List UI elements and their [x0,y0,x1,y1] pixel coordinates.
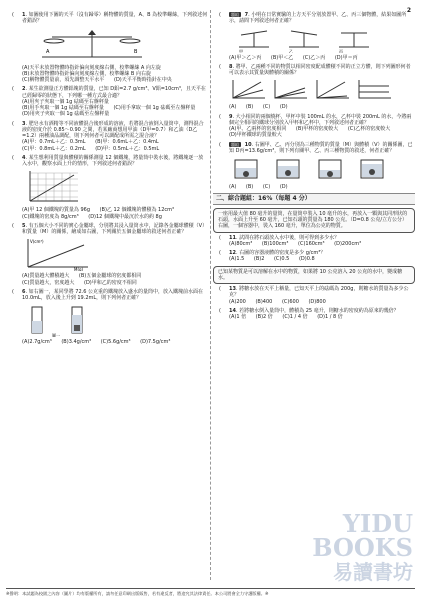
option-a[interactable]: (A)甲：0.7mL＋乙：0.3mL [22,139,86,146]
label-B: B [134,48,138,55]
mass-volume-grid-figure [22,169,82,205]
question-11: ( 11. 試問在將石頭放入水中後，則可得到多少水？ (A)80cm³ (B)100cm³ (C)160cm³ (D)200cm³ [213,235,415,248]
question-10: ( 題組 10. 右圖甲、乙、丙分別為三種物質的質量（M）與體積（V）的關係圖，已知 D丙=13.6g/cm³，則下列有關甲、乙、丙三種物質的敘述，何者正確？ (A) (B) (C) (D) [213,142,415,191]
fig1-label: 圖一 [52,333,60,338]
options [22,99,208,118]
option-c[interactable]: (C) [262,184,271,190]
question-number: 3 [22,120,26,127]
answer-blank[interactable]: ( [219,141,221,148]
option-a[interactable]: (A)用夾子夾取一個 1g 砝碼至右盤秤量 [22,98,109,105]
question-text: 右圖的容器液體的密度是多少 g/cm³？ [239,250,326,256]
question-text: 如圖使用下圖的天平（沒有歸零）稱物體的質量，A、B 為校準螺絲，下列敘述何者錯誤？ [22,12,208,25]
question-8: ( 8. 將甲、乙兩種不同的物質以相同密度配成體積不同的正立方體，則下列圖形何者可以表示其質量與體積的關係？ (A) (B) (C) (D) [213,64,415,111]
options [229,184,415,190]
options [22,273,208,286]
question-4: ( 4. 某生想利用質量與體積的關係測量 12 個鐵塊，將量筒中裝水後，將鐵塊逐一放入水中，觀察水面上升的情形，下列敘述何者錯誤？ (A)甲 12 個鐵塊的質量為 96g (B)乙 12 個鐵塊的體積為 12cm³ (C)鐵塊的密度為 8g/cm³ (D)12 個鐵塊中最沉於水的約 8g [6,155,208,220]
option-c[interactable]: (C)甲：0.8mL＋乙：0.2mL [22,145,86,152]
option-c[interactable]: (C)用手拿取一個 1g 砝碼至左盤秤量 [113,105,196,111]
question-text: 試問在將石頭放入水中後，則可得到多少水？ [239,234,340,241]
option-d[interactable]: (D)1 / 8 倍 [317,314,343,320]
option-d[interactable]: (D)12 個鐵塊中最沉於水的約 8g [88,213,162,220]
question-6: ( 6. 如右圖一，某同學將 72.6 公克重的鐵塊放入盛水的量筒中，放入鐵塊前水面在 10.0mL，放入後上升到 19.2mL，則下列何者正確？ 圖一 (A)2.7g/cm³ (B)3.4g/cm³ (C)5.6g/cm³ (D)7.5g/cm³ [6,289,208,346]
question-7: ( 題組 7. 小明在日常實驗的上方天平分別放置甲、乙、丙三個物體，結果如圖所示，請問下列敘述何者正確？ 甲 乙 丙 (A)甲＞乙＞丙 (B)甲＜乙 (C)乙＞丙 (D)甲＝丙 [213,12,415,61]
option-d[interactable]: (D) [279,184,288,190]
option-d[interactable]: (D)用夾子夾取一個 1g 砝碼至左盤秤量 [22,111,110,118]
question-5: ( 5. 有五個大小不同的實心金屬球，分別將其浸入量筒水中，記錄各金屬球體積（V）和質量（M）的關係，繪成如右圖，下列關於五個金屬球的敘述何者正確？ M(g) V(cm³) (A)質量越大體積越大 (B)五個金屬球的密度都相同 (C)質量越大，密度越大 (D)甲和乙的密度不相同 [6,223,208,286]
option-d[interactable]: (D)甲＝丙 [334,54,358,61]
option-d[interactable]: (D) [279,104,288,111]
option-d[interactable]: (D)800 [308,298,326,305]
question-number: 7 [244,12,249,18]
question-text: 右圖甲、乙、丙分別為三種物質的質量（M）與體積（V）的關係圖，已知 D丙=13.6g/cm³，則下列有關甲、乙、丙三種物質的敘述，何者正確？ [229,141,413,154]
option-b[interactable]: (B)100cm³ [261,240,289,247]
options [229,299,415,305]
option-c[interactable]: (C)鐵塊的密度為 8g/cm³ [22,213,79,220]
option-b[interactable]: (B)2 [253,256,265,263]
four-small-graphs-figure [229,78,399,102]
question-number: 12 [229,250,236,256]
beakers-figure [229,156,399,182]
option-a[interactable]: (A) [229,184,237,190]
question-1: ( 1. 如圖使用下圖的天平（沒有歸零）稱物體的質量，A、B 為校準螺絲，下列敘述何者錯誤？ A B (A)天平未放置物體時指針偏向刻度線右側，校準螺絲 A 向左旋 (B)未放置物體時指針偏向刻度線左側，校準螺絲 B 向右旋 (C)稱物體質量前，須先調整天平水平 (D)天平平衡時指針在中央 [6,12,208,83]
passage-extra: 右圖，一個容器中，裝入 160 毫升，單位為公克的物質。 [218,223,346,230]
question-number: 9 [229,113,233,120]
option-d[interactable]: (D)甲和乙的密度不相同 [84,279,137,286]
option-a[interactable]: (A) [229,104,237,111]
passage-box [213,208,415,233]
question-text: 某生想利用質量與體積的關係測量 12 個鐵塊，將量筒中裝水後，將鐵塊逐一放入水中，觀察水面上升的情形，下列敘述何者錯誤？ [22,154,204,167]
option-a[interactable]: (A)2.7g/cm³ [22,339,52,346]
options [22,139,208,152]
question-number: 2 [22,86,26,93]
label-bing: 丙 [339,48,343,53]
option-a[interactable]: (A)1 倍 [229,314,247,320]
option-a[interactable]: (A)80cm³ [229,240,253,247]
question-number: 5 [22,222,26,229]
passage-box-2 [213,266,415,285]
option-c[interactable]: (C)5.6g/cm³ [100,339,131,346]
option-a[interactable]: (A)甲、乙兩杯的密度相同 [229,126,287,132]
watermark-mid: BOOKS [312,533,413,562]
options [229,241,415,247]
question-text: 若將糖水倒入量筒中，體積為 25 毫升，則糖水的密度約為原來的幾倍？ [239,307,399,314]
question-number: 14 [229,307,236,314]
option-b[interactable]: (B)3.4g/cm³ [61,339,92,346]
options [229,126,415,139]
answer-blank[interactable]: ( [219,113,221,120]
question-2: ( 2. 某生欲測量正方體鋁塊的質量，已知 D鋁=2.7 g/cm³、V鋁=10cm³，且天平在已經歸零的狀態下，下列哪一種方式最合適？ (A)用夾子夾取一個 1g 砝碼至右盤秤量 (B)用手夾取一個 1g 砝碼至右盤秤量 (C)用手拿取一個 1g 砝碼至左盤秤量 (D)用夾子夾取一個 1g 砝碼至左盤秤量 [6,86,208,117]
question-text: 有五個大小不同的實心金屬球，分別將其浸入量筒水中，記錄各金屬球體積（V）和質量（M）的關係，繪成如右圖，下列關於五個金屬球的敘述何者正確？ [22,222,208,235]
vm-graph-figure [22,237,92,271]
option-a[interactable]: (A)200 [229,298,246,305]
option-c[interactable]: (C)乙＞丙 [302,54,326,61]
option-c[interactable]: (C)0.5 [273,256,290,263]
axis-label-m: M(g) [74,267,84,272]
option-b[interactable]: (B)乙 12 個鐵塊的體積為 12cm³ [99,207,175,214]
section-title: 二、綜合題組：16%（每題 4 分） [213,193,415,205]
question-number: 6 [22,288,26,295]
answer-blank[interactable]: ( [219,307,221,314]
option-d[interactable]: (D)甲杯鐵球的質量較大 [229,132,282,139]
answer-blank[interactable]: ( [12,12,14,18]
question-text: 某生欲測量正方體鋁塊的質量，已知 D鋁=2.7 g/cm³、V鋁=10cm³，且天平在已經歸零的狀態下，下列哪一種方式最合適？ [22,86,206,99]
question-text: 將糖水放在天平上稱量，已知天平上的砝碼為 200g，則糖水的質量為多少公克？ [229,286,409,299]
watermark-cn: 易讀書坊 [333,560,413,584]
option-b[interactable]: (B)甲＜乙 [270,54,294,61]
page-number: 2 [406,7,411,14]
passage-text: 一座用最大值 80 毫升的量筒，在量筒中裝入 10 毫升的水，再放入一顆與其同形狀的石頭，水面上升至 60 毫升，已知石頭的質量為 180 公克。（D=0.8 公克/立方公分） [218,210,408,223]
question-text: 肥皂水有酒精等不同液體混合後形成的溶液，若將混合液倒入量筒中，測得混合液的密度介於 0.85～0.90 之間，若某廠商想用甲油（D甲=0.7）和乙油（D乙=1.2）兩種油品調配，則下列何者可以調配成所需之混合液？ [22,120,204,139]
option-c[interactable]: (C)乙杯的密度較大 [347,126,391,132]
label-jia: 甲 [239,48,243,53]
question-9: ( 9. 大小相同的兩個燒杯，甲杯中裝 100mL 的水，乙杯中裝 200mL 的水，今將兩個完全相同的鐵球分別放入甲杯和乙杯中，下列敘述何者正確？ (A)甲、乙兩杯的密度相同 (B)甲杯的密度較大 (C)乙杯的密度較大 (D)甲杯鐵球的質量較大 [213,114,415,139]
option-c[interactable]: (C)質量越大，密度越大 [22,279,75,286]
question-number: 11 [229,234,236,241]
answer-blank[interactable]: ( [219,250,221,256]
option-c[interactable]: (C)1 / 4 倍 [282,314,308,320]
option-a[interactable]: (A)天平未放置物體時指針偏向刻度線右側，校準螺絲 A 向左旋 [22,64,161,71]
question-13: ( 13. 將糖水放在天平上稱量，已知天平上的砝碼為 200g，則糖水的質量為多少公克？ (A)200 (B)400 (C)600 (D)800 [213,286,415,305]
option-a[interactable]: (A)1.5 [229,256,245,263]
question-number: 8 [229,63,233,70]
badge: 題組 [231,141,239,147]
option-b[interactable]: (B)甲：0.6mL＋乙：0.4mL [95,139,159,146]
option-b[interactable]: (B)用手夾取一個 1g 砝碼至右盤秤量 [22,105,104,111]
options [229,314,415,320]
option-b[interactable]: (B)2 倍 [255,314,273,320]
badge: 題組 [231,12,239,17]
options [229,256,415,262]
option-d[interactable]: (D)甲：0.5mL＋乙：0.5mL [95,145,160,152]
question-text: 大小相同的兩個燒杯，甲杯中裝 100mL 的水，乙杯中裝 200mL 的水，今將兩個完全相同的鐵球分別放入甲杯和乙杯中，下列敘述何者正確？ [229,113,412,126]
option-b[interactable]: (B) [245,104,254,111]
publisher-watermark [312,509,413,584]
three-balances-figure [229,27,379,53]
option-d[interactable]: (D)天平平衡時指針在中央 [114,77,172,83]
option-b[interactable]: (B)未放置物體時指針偏向刻度線左側，校準螺絲 B 向右旋 [22,70,151,77]
option-d[interactable]: (D)7.5g/cm³ [140,339,171,346]
option-c[interactable]: (C) [262,104,271,111]
axis-label-v: V(cm³) [30,239,44,245]
question-number: 4 [22,154,26,161]
passage2-text: 已知某物質是可以溶解在水中的物質，如果將 10 公克溶入 20 公克的水中，變成糖水。 [218,268,403,281]
option-d[interactable]: (D)0.8 [298,256,315,263]
option-c[interactable]: (C)600 [281,298,299,305]
answer-blank[interactable]: ( [219,12,221,18]
cylinder-figure [22,303,112,337]
question-number: 1 [22,12,26,18]
question-text: 如右圖一，某同學將 72.6 公克重的鐵塊放入盛水的量筒中，放入鐵塊前水面在 10.0mL，放入後上升到 19.2mL，則下列何者正確？ [22,288,203,301]
option-a[interactable]: (A)質量越大體積越大 [22,273,70,280]
option-b[interactable]: (B)400 [255,298,273,305]
options [22,65,208,84]
options [229,55,415,61]
column-divider [210,10,211,580]
question-12: ( 12. 右圖的容器液體的密度是多少 g/cm³？ (A)1.5 (B)2 (C)0.5 (D)0.8 [213,250,415,263]
copyright-footer: ※聲明：本試題為校園之內容（圖片）均有版權所有，請勿任意印刷出版販售，若有違反者，將追究其法律責任。本公司將會全力守護版權。※ [6,588,415,596]
options [229,104,415,110]
question-text: 將甲、乙兩種不同的物質以相同密度配成體積不同的正立方體，則下列圖形何者可以表示其質量與體積的關係？ [229,63,411,76]
right-column [213,12,415,584]
answer-blank[interactable]: ( [12,154,14,161]
question-number: 13 [229,286,236,292]
answer-blank[interactable]: ( [12,86,14,93]
question-number: 10 [244,141,252,148]
option-c[interactable]: (C)稱物體質量前，須先調整天平水平 [22,77,105,83]
option-b[interactable]: (B)甲杯的密度較大 [295,126,339,132]
option-c[interactable]: (C)160cm³ [298,240,325,247]
answer-blank[interactable]: ( [12,222,14,229]
options [22,207,208,220]
option-b[interactable]: (B) [245,184,254,190]
option-d[interactable]: (D)200cm³ [334,240,362,247]
option-a[interactable]: (A)甲＞乙＞丙 [229,54,262,61]
answer-blank[interactable]: ( [12,288,14,295]
left-column [6,12,208,580]
options [22,339,208,345]
answer-blank[interactable]: ( [219,63,221,70]
question-14: ( 14. 若將糖水倒入量筒中，體積為 25 毫升，則糖水的密度約為原來的幾倍？ (A)1 倍 (B)2 倍 (C)1 / 4 倍 (D)1 / 8 倍 [213,308,415,321]
answer-blank[interactable]: ( [219,286,221,292]
option-a[interactable]: (A)甲 12 個鐵塊的質量為 96g [22,207,90,214]
label-A: A [46,48,50,55]
watermark-top: YIDU [342,509,413,538]
question-text: 小明在日常實驗的上方天平分別放置甲、乙、丙三個物體，結果如圖所示，請問下列敘述何者正確？ [229,12,407,25]
answer-blank[interactable]: ( [12,120,14,127]
question-3: ( 3. 肥皂水有酒精等不同液體混合後形成的溶液，若將混合液倒入量筒中，測得混合液的密度介於 0.85～0.90 之間，若某廠商想用甲油（D甲=0.7）和乙油（D乙=1.2）兩種油品調配，則下列何者可以調配成所需之混合液？ (A)甲：0.7mL＋乙：0.3mL (B)甲：0.6mL＋乙：0.4mL (C)甲：0.8mL＋乙：0.2mL (D)甲：0.5mL＋乙：0.5mL [6,121,208,152]
label-yi: 乙 [289,48,293,53]
option-b[interactable]: (B)五個金屬球的密度都相同 [78,273,142,280]
answer-blank[interactable]: ( [219,234,221,241]
balance-figure [22,27,162,63]
